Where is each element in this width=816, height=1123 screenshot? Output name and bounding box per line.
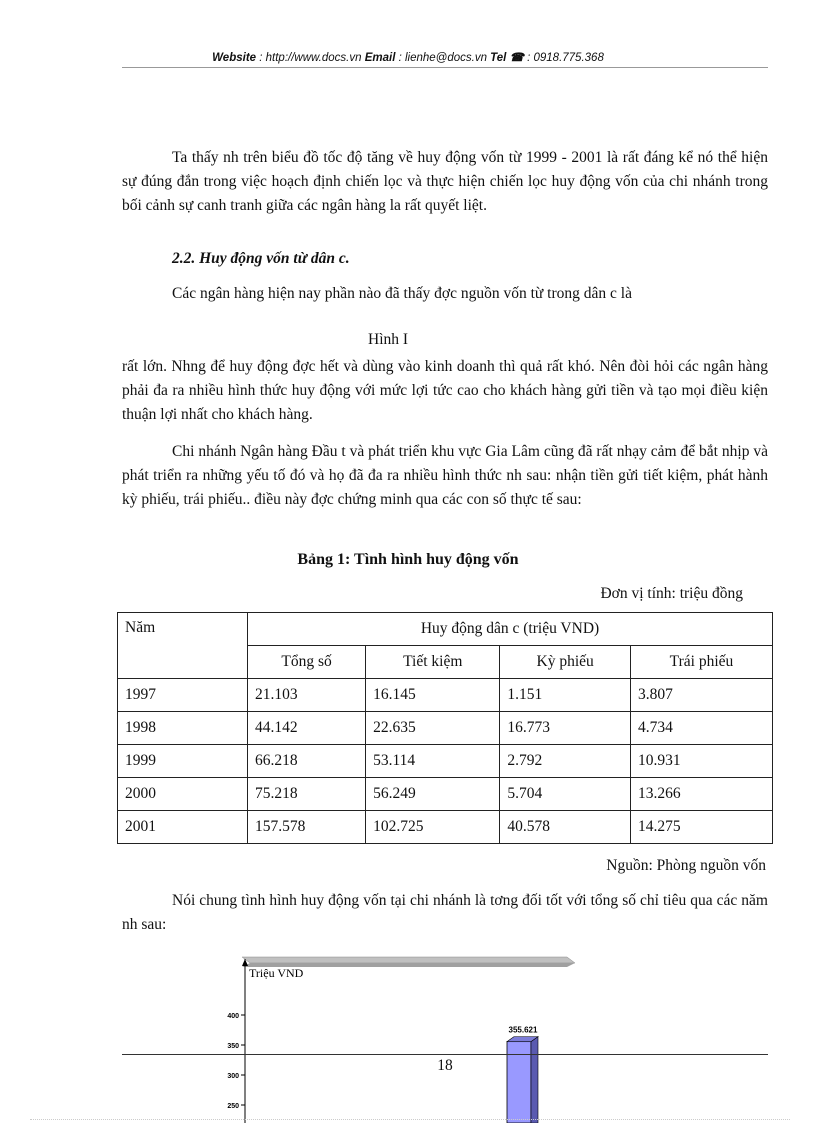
table-row [118, 778, 773, 811]
page-bottom-border [30, 1119, 790, 1120]
table-cell: 2001 [118, 811, 248, 844]
sub-header: Kỳ phiếu [500, 646, 631, 679]
table-cell: 1.151 [500, 679, 631, 712]
table-cell: 44.142 [248, 712, 366, 745]
table-cell: 2000 [118, 778, 248, 811]
sub-header: Tổng số [248, 646, 366, 679]
page-number: 18 [437, 1057, 453, 1074]
table-source: Nguồn: Phòng nguồn vốn [606, 857, 766, 874]
table-cell: 2.792 [500, 745, 631, 778]
table-cell: 21.103 [248, 679, 366, 712]
paragraph-1: Ta thấy nh trên biểu đồ tốc độ tăng về huy động vốn từ 1999 - 2001 là rất đáng kể nó thể hiện sự đúng đắn trong việc hoạch định chiến lọc và thực hiện chiến lọc huy động vốn của chi nhánh trong bối cảnh sự canh tranh giữa các ngân hàng la rất quyết liệt. [122, 149, 768, 214]
table-cell: 5.704 [500, 778, 631, 811]
sub-header: Tiết kiệm [366, 646, 500, 679]
y-tick-label: 400 [227, 1013, 239, 1020]
group-header: Huy động dân c (triệu VND) [248, 613, 773, 646]
table-cell: 75.218 [248, 778, 366, 811]
table-cell: 102.725 [366, 811, 500, 844]
phone-icon: ☎ [509, 52, 524, 64]
bar-value-label: 355.621 [508, 1025, 538, 1035]
table-row [118, 712, 773, 745]
y-tick-label: 300 [227, 1073, 239, 1080]
chart-top-wall [242, 957, 575, 963]
y-tick-label: 250 [227, 1103, 239, 1110]
table-cell: 40.578 [500, 811, 631, 844]
section-heading: 2.2. Huy động vốn từ dân c. [172, 250, 350, 267]
y-tick-label: 350 [227, 1043, 239, 1050]
footer-divider [122, 1054, 768, 1055]
figure-caption: Hình I [368, 331, 409, 348]
table-cell: 1999 [118, 745, 248, 778]
table-cell: 66.218 [248, 745, 366, 778]
table-cell: 14.275 [630, 811, 772, 844]
bar-side [531, 1037, 538, 1123]
table-row [118, 745, 773, 778]
year-column-header: Năm [118, 613, 248, 679]
table-row [118, 679, 773, 712]
paragraph-5: Nói chung tình hình huy động vốn tại chi nhánh là tơng đối tốt với tổng số chỉ tiêu qua các năm nh sau: [122, 892, 768, 933]
website-label: Website [212, 52, 257, 64]
page-header [0, 50, 816, 64]
y-axis-label: Triệu VND [249, 966, 304, 980]
table-cell: 56.249 [366, 778, 500, 811]
table-cell: 13.266 [630, 778, 772, 811]
table-cell: 10.931 [630, 745, 772, 778]
funding-table [117, 612, 773, 844]
paragraph-4: Chi nhánh Ngân hàng Đầu t và phát triển khu vực Gia Lâm cũng đã rất nhạy cảm để bắt nhịp và phát triển ra những yếu tố đó và họ đã đa ra nhiều hình thức nh sau: nhận tiền gửi tiết kiệm, phát hành kỳ phiếu, trái phiếu.. điều này đợc chứng minh qua các con số thực tế sau: [122, 443, 768, 508]
table-cell: 53.114 [366, 745, 500, 778]
tel-label: Tel [490, 52, 507, 64]
email-label: Email [364, 52, 396, 64]
table-cell: 157.578 [248, 811, 366, 844]
table-cell: 1998 [118, 712, 248, 745]
paragraph-3: rất lớn. Nhng để huy động đợc hết và dùng vào kinh doanh thì quả rất khó. Nên đòi hỏi các ngân hàng phải đa ra nhiều hình thức huy động với mức lợi tức cao cho khách hàng gửi tiền và tạo mọi điều kiện thuận lợi nhất cho khách hàng. [122, 358, 768, 423]
tel-number: : 0918.775.368 [523, 52, 604, 64]
table-row [118, 811, 773, 844]
table-cell: 16.773 [500, 712, 631, 745]
table-unit: Đơn vị tính: triệu đồng [600, 585, 743, 602]
paragraph-2: Các ngân hàng hiện nay phần nào đã thấy đợc nguồn vốn từ trong dân c là [172, 285, 632, 302]
table-cell: 4.734 [630, 712, 772, 745]
table-cell: 3.807 [630, 679, 772, 712]
table-cell: 22.635 [366, 712, 500, 745]
table-cell: 1997 [118, 679, 248, 712]
sub-header: Trái phiếu [630, 646, 772, 679]
table-cell: 16.145 [366, 679, 500, 712]
website-url[interactable]: : http://www.docs.vn [256, 52, 365, 64]
table-title: Bảng 1: Tình hình huy động vốn [297, 551, 519, 568]
email-address[interactable]: : lienhe@docs.vn [395, 52, 491, 64]
header-divider [122, 67, 768, 68]
funding-chart [215, 955, 595, 1123]
